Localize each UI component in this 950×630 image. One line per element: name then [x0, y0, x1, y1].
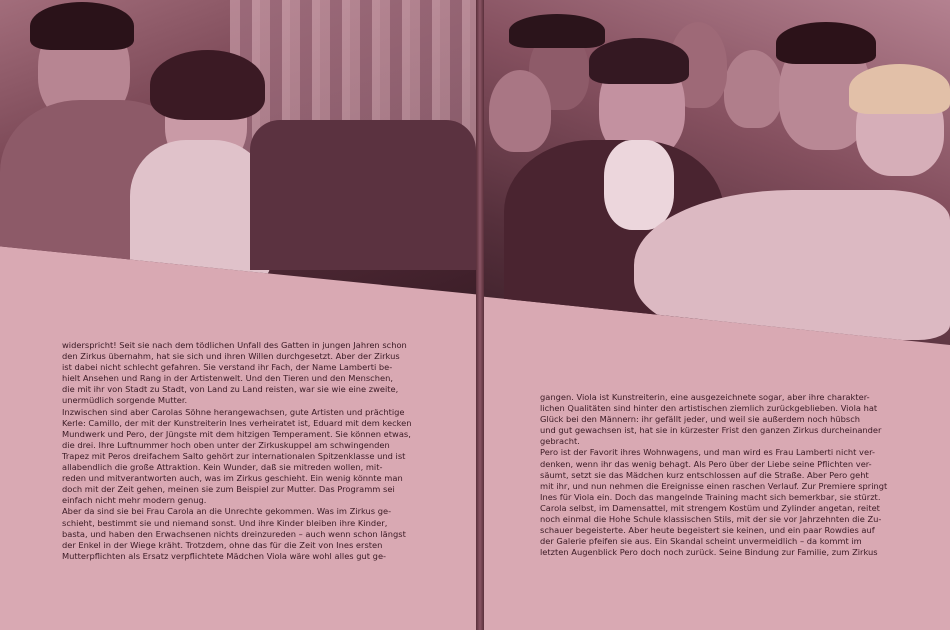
man-hair — [30, 2, 134, 50]
left-page-text — [62, 340, 414, 562]
text-line: säumt, setzt sie das Mädchen kurz entschlossen auf die Straße. Aber Pero geht — [540, 469, 869, 480]
text-line: basta, und haben den Erwachsenen nichts dreinzureden – auch wenn schon längst — [62, 528, 406, 539]
text-line: Aber da sind sie bei Frau Carola an die Unrechte gekommen. Was im Zirkus ge- — [62, 506, 392, 517]
right-page-text — [540, 392, 892, 558]
text-line: mit ihr, und nun nehmen die Ereignisse einen raschen Verlauf. Zur Premiere springt — [540, 480, 888, 491]
text-line: den Zirkus übernahm, hat sie sich und ihren Willen durchgesetzt. Aber der Zirkus — [62, 351, 400, 362]
text-line: der Enkel in der Wiege kräht. Trotzdem, ohne das für die Zeit von Ines ersten — [62, 539, 383, 550]
text-line: die drei. Ihre Luftnummer hoch oben unter der Zirkuskuppel am schwingenden — [62, 439, 390, 450]
right-film-still — [484, 0, 950, 345]
text-line: schauer begeisterte. Aber heute begeistert sie keinen, und ein paar Rowdies auf — [540, 525, 875, 536]
lace-collar — [604, 140, 674, 230]
text-line: Mundwerk und Pero, der Jüngste mit dem hitzigen Temperament. Sie können etwas, — [62, 428, 411, 439]
text-line: die mit ihr von Stadt zu Stadt, von Land zu Land reisten, war sie wie eine zweite, — [62, 384, 399, 395]
text-line: Trapez mit Peros dreifachem Salto gehört zur internationalen Spitzenklasse und ist — [62, 450, 406, 461]
cowboy-hat — [509, 14, 605, 48]
text-line: ist dabei nicht schlecht gefahren. Sie verstand ihr Fach, der Name Lamberti be- — [62, 362, 393, 373]
text-line: gebracht. — [540, 436, 580, 447]
older-woman-hair — [589, 38, 689, 84]
text-line: schieht, bestimmt sie und niemand sonst. Und ihre Kinder bleiben ihre Kinder, — [62, 517, 388, 528]
text-line: allabendlich die große Attraktion. Kein Wunder, daß sie mitreden wollen, mit- — [62, 462, 383, 473]
young-man-hair — [776, 22, 876, 64]
old-man-head — [489, 70, 551, 152]
text-line: reden und mitverantworten auch, was im Zirkus geschieht. Ein wenig könnte man — [62, 473, 403, 484]
text-line: gangen. Viola ist Kunstreiterin, eine ausgezeichnete sogar, aber ihre charakter- — [540, 392, 870, 402]
text-line: doch mit der Zeit gehen, meinen sie zum Beispiel zur Mutter. Das Programm sei — [62, 484, 395, 495]
text-line: hielt Ansehen und Rang in der Artistenwelt. Und den Tieren und den Menschen, — [62, 373, 393, 384]
text-line: Mutterpflichten als Ersatz verpflichtete Mädchen Viola wäre wohl alles gut ge- — [62, 550, 387, 561]
text-line: unermüdlich sorgende Mutter. — [62, 395, 188, 406]
book-gutter — [476, 0, 484, 630]
text-line: Pero ist der Favorit ihres Wohnwagens, und man wird es Frau Lamberti nicht ver- — [540, 447, 875, 458]
text-line: lichen Qualitäten sind hinter den artistischen ziemlich zurückgeblieben. Viola hat — [540, 403, 878, 414]
text-line: und gut gewachsen ist, hat sie in kürzester Frist den ganzen Zirkus durcheinander — [540, 425, 882, 436]
blonde-woman-body — [634, 190, 950, 340]
text-line: denken, wenn ihr das wenig behagt. Als Pero über der Liebe seine Pflichten ver- — [540, 458, 872, 469]
woman-hair — [150, 50, 265, 120]
left-film-still — [0, 0, 476, 320]
text-line: Glück bei den Männern: ihr gefällt jeder, und weil sie außerdem noch hübsch — [540, 414, 861, 425]
text-line: einfach nicht mehr modern genug. — [62, 495, 207, 506]
woman-figure-body — [130, 140, 270, 280]
text-line: Kerle: Camillo, der mit der Kunstreiterin Ines verheiratet ist, Eduard mit dem kecken — [62, 417, 412, 428]
text-line: der Galerie pfeifen sie aus. Ein Skandal scheint unvermeidlich – da kommt im — [540, 536, 862, 547]
text-line: Inzwischen sind aber Carolas Söhne herangewachsen, gute Artisten und prächtige — [62, 406, 405, 417]
right-page — [484, 0, 950, 630]
sofa — [250, 120, 476, 270]
text-line: Ines für Viola ein. Doch das mangelnde Training macht sich bemerkbar, sie stürzt. — [540, 491, 881, 502]
text-line: letzten Augenblick Pero doch noch zurück. Seine Bindung zur Familie, zum Zirkus — [540, 547, 878, 558]
text-line: noch einmal die Hohe Schule klassischen Stils, mit der sie vor Jahrzehnten die Zu- — [540, 514, 882, 525]
bald-man-head — [724, 50, 782, 128]
blonde-woman-hair — [849, 64, 950, 114]
text-line: widerspricht! Seit sie nach dem tödlichen Unfall des Gatten in jungen Jahren schon — [62, 340, 407, 350]
text-line: Carola selbst, im Damensattel, mit strengem Kostüm und Zylinder angetan, reitet — [540, 502, 880, 513]
